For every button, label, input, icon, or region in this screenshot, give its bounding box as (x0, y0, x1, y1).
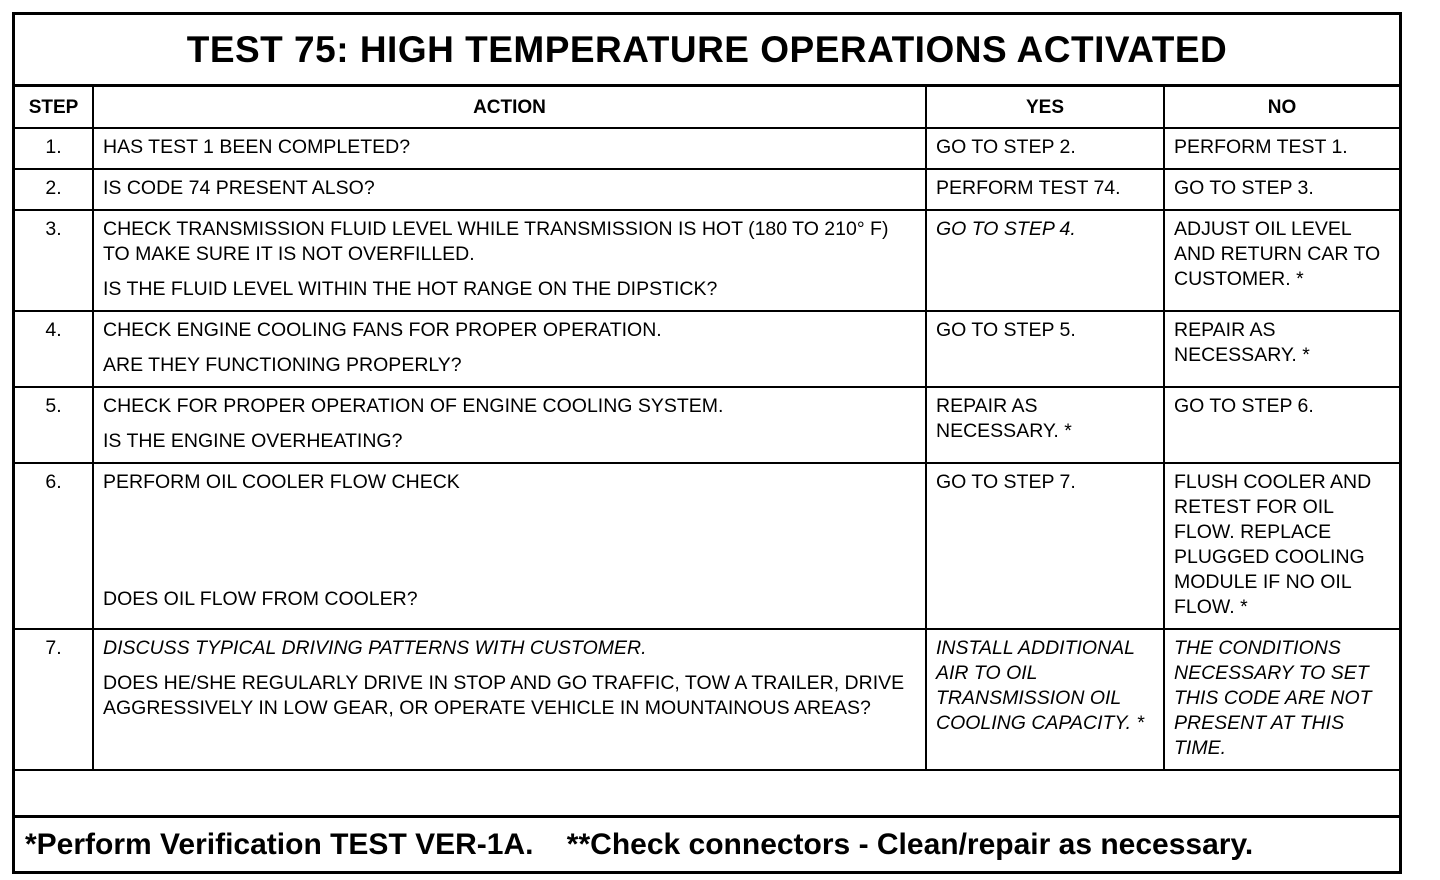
question-text: DOES OIL FLOW FROM COOLER? (103, 588, 418, 610)
question-text: DOES HE/SHE REGULARLY DRIVE IN STOP AND GO TRAFFIC, TOW A TRAILER, DRIVE AGGRESSIVELY IN LOW GEAR, OR OPERATE VEHICLE IN MOUNTAINOUS AREAS? (103, 672, 905, 719)
no-cell: GO TO STEP 3. (1164, 169, 1399, 210)
yes-cell: GO TO STEP 5. (926, 311, 1164, 387)
action-text: CHECK FOR PROPER OPERATION OF ENGINE COOLING SYSTEM. (103, 395, 724, 417)
no-cell: THE CONDITIONS NECESSARY TO SET THIS CODE ARE NOT PRESENT AT THIS TIME. (1164, 629, 1399, 770)
table-row (15, 629, 1399, 770)
diagnostic-table (15, 87, 1399, 771)
step-number: 5. (15, 387, 93, 463)
table-row (15, 128, 1399, 169)
question-text: IS THE ENGINE OVERHEATING? (103, 430, 403, 452)
table-row (15, 169, 1399, 210)
header-row (15, 87, 1399, 128)
action-cell (93, 210, 926, 311)
yes-cell: INSTALL ADDITIONAL AIR TO OIL TRANSMISSION OIL COOLING CAPACITY. * (926, 629, 1164, 770)
step-number: 3. (15, 210, 93, 311)
header-action: ACTION (93, 87, 926, 128)
action-cell (93, 629, 926, 770)
no-cell: PERFORM TEST 1. (1164, 128, 1399, 169)
table-row (15, 210, 1399, 311)
step-number: 4. (15, 311, 93, 387)
action-cell (93, 128, 926, 169)
action-cell (93, 387, 926, 463)
step-number: 6. (15, 463, 93, 629)
yes-cell: PERFORM TEST 74. (926, 169, 1164, 210)
question-text: ARE THEY FUNCTIONING PROPERLY? (103, 354, 462, 376)
page-title: TEST 75: HIGH TEMPERATURE OPERATIONS ACTIVATED (15, 15, 1399, 87)
header-yes: YES (926, 87, 1164, 128)
table-row (15, 311, 1399, 387)
no-cell: ADJUST OIL LEVEL AND RETURN CAR TO CUSTOMER. * (1164, 210, 1399, 311)
header-no: NO (1164, 87, 1399, 128)
no-cell: FLUSH COOLER AND RETEST FOR OIL FLOW. REPLACE PLUGGED COOLING MODULE IF NO OIL FLOW. * (1164, 463, 1399, 629)
no-cell: REPAIR AS NECESSARY. * (1164, 311, 1399, 387)
action-cell (93, 311, 926, 387)
yes-cell: GO TO STEP 2. (926, 128, 1164, 169)
step-number: 1. (15, 128, 93, 169)
yes-cell: GO TO STEP 7. (926, 463, 1164, 629)
diagnostic-chart (12, 12, 1402, 874)
footer-note: *Perform Verification TEST VER-1A. **Check connectors - Clean/repair as necessary. (15, 815, 1399, 871)
action-cell (93, 463, 926, 629)
table-row (15, 463, 1399, 629)
yes-cell: REPAIR AS NECESSARY. * (926, 387, 1164, 463)
header-step: STEP (15, 87, 93, 128)
action-text: CHECK ENGINE COOLING FANS FOR PROPER OPERATION. (103, 319, 662, 341)
action-text: IS CODE 74 PRESENT ALSO? (103, 177, 375, 199)
action-cell (93, 169, 926, 210)
step-number: 2. (15, 169, 93, 210)
no-cell: GO TO STEP 6. (1164, 387, 1399, 463)
table-row (15, 387, 1399, 463)
yes-cell: GO TO STEP 4. (926, 210, 1164, 311)
question-text: IS THE FLUID LEVEL WITHIN THE HOT RANGE ON THE DIPSTICK? (103, 278, 718, 300)
action-text: PERFORM OIL COOLER FLOW CHECK (103, 471, 460, 493)
action-text: DISCUSS TYPICAL DRIVING PATTERNS WITH CUSTOMER. (103, 637, 647, 659)
action-text: HAS TEST 1 BEEN COMPLETED? (103, 136, 411, 158)
step-number: 7. (15, 629, 93, 770)
action-text: CHECK TRANSMISSION FLUID LEVEL WHILE TRANSMISSION IS HOT (180 TO 210° F) TO MAKE SURE IT IS NOT OVERFILLED. (103, 218, 889, 265)
